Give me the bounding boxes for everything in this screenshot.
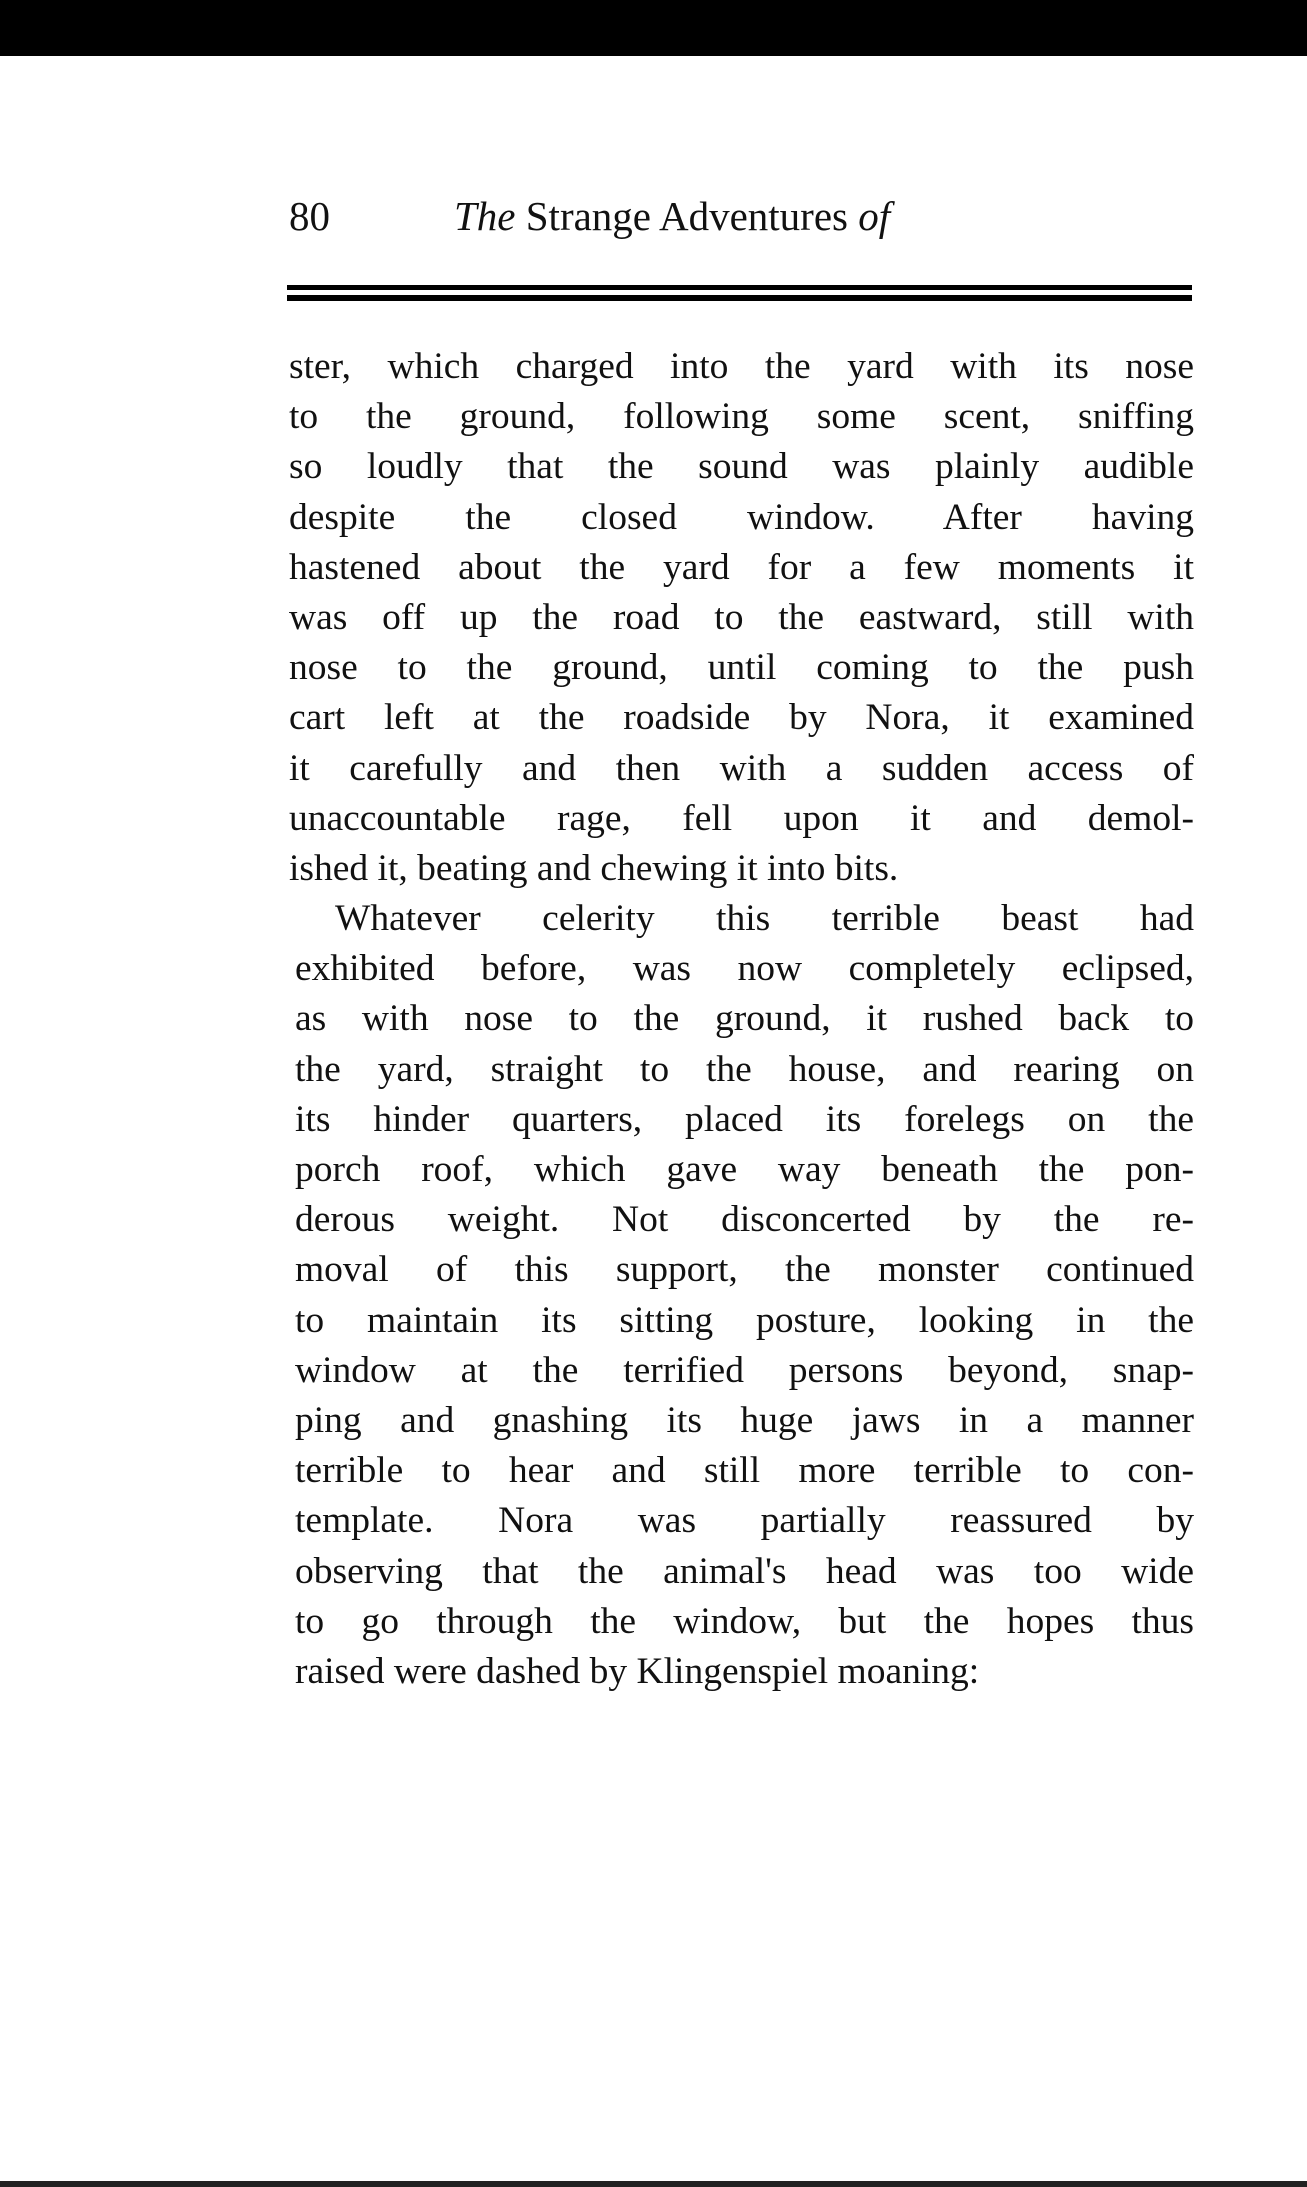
text-line: raised were dashed by Klingenspiel moaning: xyxy=(295,1650,980,1692)
title-of: of xyxy=(858,193,891,239)
running-title xyxy=(454,192,890,240)
text-line: to go through the window, but the hopes thus xyxy=(295,1600,1194,1642)
text-line: porch roof, which gave way beneath the pon- xyxy=(295,1149,1194,1190)
text-line: it carefully and then with a sudden access of xyxy=(289,747,1194,789)
text-line: so loudly that the sound was plainly audible xyxy=(289,446,1194,488)
header-rule-top xyxy=(287,285,1192,290)
text-line: to maintain its sitting posture, looking in the xyxy=(295,1299,1194,1341)
text-line: unaccountable rage, fell upon it and demol- xyxy=(289,797,1194,839)
text-line: Whatever celerity this terrible beast had xyxy=(335,898,1194,940)
text-line: moval of this support, the monster continued xyxy=(295,1249,1194,1291)
page-number: 80 xyxy=(289,193,330,239)
title-the: The xyxy=(454,193,516,239)
text-line: was off up the road to the eastward, still with xyxy=(289,596,1194,638)
text-line: ished it, beating and chewing it into bits. xyxy=(289,847,899,889)
text-line: the yard, straight to the house, and rearing on xyxy=(295,1048,1194,1090)
text-line: observing that the animal's head was too wide xyxy=(295,1550,1194,1592)
text-line: hastened about the yard for a few moments it xyxy=(289,546,1194,588)
text-line: despite the closed window. After having xyxy=(289,496,1194,538)
running-header xyxy=(289,192,1194,242)
text-line: to the ground, following some scent, sniffing xyxy=(289,396,1194,438)
text-line: terrible to hear and still more terrible to con- xyxy=(295,1450,1194,1492)
text-line: derous weight. Not disconcerted by the re- xyxy=(295,1199,1194,1241)
text-line: as with nose to the ground, it rushed back to xyxy=(295,998,1194,1040)
title-main: Strange Adventures xyxy=(525,193,848,239)
text-line: cart left at the roadside by Nora, it examined xyxy=(289,697,1194,739)
scan-bottom-edge xyxy=(0,2181,1307,2187)
text-line: ster, which charged into the yard with its nose xyxy=(289,346,1194,387)
header-rule-bottom xyxy=(287,295,1192,301)
text-line: window at the terrified persons beyond, snap- xyxy=(295,1349,1194,1391)
scan-top-edge xyxy=(0,0,1307,56)
text-line: ping and gnashing its huge jaws in a manner xyxy=(295,1399,1194,1441)
body-text xyxy=(289,342,1194,1697)
text-line: nose to the ground, until coming to the push xyxy=(289,647,1194,689)
text-line: exhibited before, was now completely eclipsed, xyxy=(295,948,1194,990)
text-line: template. Nora was partially reassured by xyxy=(295,1500,1194,1542)
text-line: its hinder quarters, placed its forelegs on the xyxy=(295,1098,1194,1140)
